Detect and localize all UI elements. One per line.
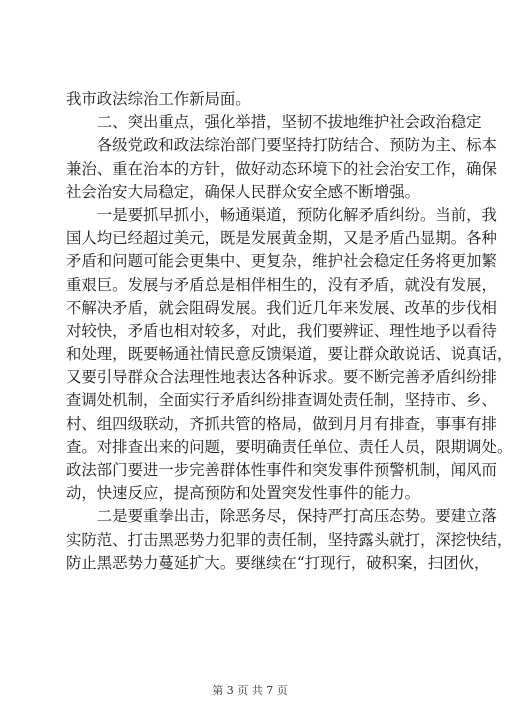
text-line: 国人均已经超过美元，既是发展黄金期，又是矛盾凸显期。各种 xyxy=(66,229,497,248)
page-number-footer: 第 3 页 共 7 页 xyxy=(212,684,288,697)
text-line: 二是要重拳出击，除恶务尽，保持严打高压态势。要建立落 xyxy=(66,507,497,526)
text-line: 防止黑恶势力蔓延扩大。要继续在“打现行，破积案，扫团伙， xyxy=(66,553,490,572)
text-line: 政法部门要进一步完善群体性事件和突发事件预警机制，闻风而 xyxy=(66,461,497,479)
text-line: 不解决矛盾，就会阻碍发展。我们近几年来发展、改革的步伐相 xyxy=(66,298,497,317)
text-line: 社会治安大局稳定，确保人民群众安全感不断增强。 xyxy=(66,182,420,201)
text-line: 各级党政和政法综治部门要坚持打防结合、预防为主、标本 xyxy=(66,136,497,155)
text-line: 兼治、重在治本的方针，做好动态环境下的社会治安工作，确保 xyxy=(66,159,497,178)
text-line: 查。对排查出来的问题，要明确责任单位、责任人员，限期调处。 xyxy=(66,437,512,456)
text-line: 和处理，既要畅通社情民意反馈渠道，要让群众敢说话、说真话， xyxy=(66,345,512,364)
text-line: 动，快速反应，提高预防和处置突发性事件的能力。 xyxy=(66,484,420,503)
text-line: 查调处机制，全面实行矛盾纠纷排查调处责任制，坚持市、乡、 xyxy=(66,391,497,410)
text-line: 一是要抓早抓小，畅通渠道，预防化解矛盾纠纷。当前，我 xyxy=(66,205,497,224)
text-line: 我市政法综治工作新局面。 xyxy=(66,90,251,108)
text-line: 矛盾和问题可能会更集中、更复杂，维护社会稳定任务将更加繁 xyxy=(66,252,497,271)
text-line: 实防范、打击黑恶势力犯罪的责任制，坚持露头就打，深挖快结， xyxy=(66,530,512,549)
text-line: 村、组四级联动，齐抓共管的格局，做到月月有排查，事事有排 xyxy=(66,414,497,433)
text-line: 又要引导群众合法理性地表达各种诉求。要不断完善矛盾纠纷排 xyxy=(66,368,497,387)
section-heading: 二、突出重点，强化举措，坚韧不拔地维护社会政治稳定 xyxy=(66,113,482,132)
body-text xyxy=(66,88,512,575)
text-line: 对较快，矛盾也相对较多，对此，我们要辨证、理性地予以看待 xyxy=(66,321,497,340)
text-line: 重艰巨。发展与矛盾总是相伴相生的，没有矛盾，就没有发展， xyxy=(66,275,497,294)
